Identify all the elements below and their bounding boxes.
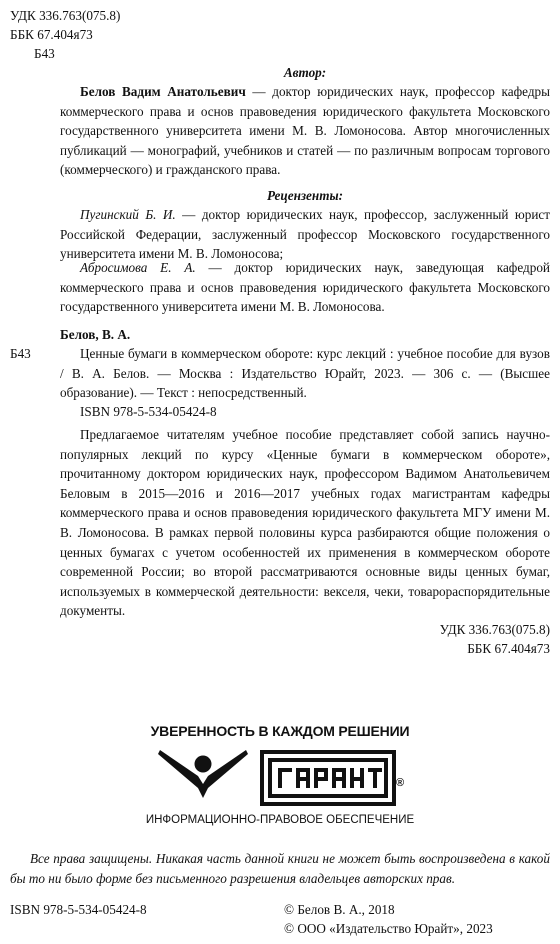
reviewer-2	[60, 258, 550, 317]
author-mark: Б43	[34, 46, 55, 61]
copyright-author: © Белов В. А., 2018	[284, 902, 395, 917]
author-bio	[60, 82, 550, 180]
udk-code: УДК 336.763(075.8)	[10, 8, 121, 23]
copyright-publisher: © ООО «Издательство Юрайт», 2023	[284, 921, 493, 936]
registered-mark: ®	[396, 777, 405, 789]
biblio-author: Белов, В. А.	[60, 327, 131, 342]
garant-logo-icon	[258, 748, 404, 808]
garant-slogan: УВЕРЕННОСТЬ В КАЖДОМ РЕШЕНИИ	[150, 723, 410, 739]
biblio-isbn: ISBN 978-5-534-05424-8	[80, 404, 217, 419]
biblio-mark: Б43	[10, 346, 31, 361]
reviewer-2-name: Абросимова Е. А.	[80, 260, 196, 275]
bbk-code: ББК 67.404я73	[10, 27, 93, 42]
rights-notice: Все права защищены. Никакая часть данной книги не может быть воспроизведена в какой бы то ни было форме без письменного разрешения владельцев авторских прав.	[10, 851, 550, 886]
author-heading: Автор:	[283, 65, 327, 80]
reviewer-1-name: Пугинский Б. И.	[80, 207, 176, 222]
reviewers-heading: Рецензенты:	[266, 188, 344, 203]
footer-isbn: ISBN 978-5-534-05424-8	[10, 902, 147, 917]
annotation: Предлагаемое читателям учебное пособие представляет собой запись научно-популярных лекций по курсу «Ценные бумаги в коммерческом обороте», прочитанному доктором юридических наук, профессором Вадимом Анатольевичем Беловым в 2015—2016 и 2016—2017 учебных годах магистрантам кафедры коммерческого права и основ правоведения юридического факультета МГУ имени М. В. Ломоносова. В рамках первой половины курса разбираются общие положения о ценных бумагах с учетом особенностей их применения в коммерческом обороте современной России; во второй рассматриваются основные виды ценных бумаг, используемых в коммерческой деятельности: векселя, чеки, товарораспорядительные документы.	[60, 427, 550, 619]
reviewer-2-text: — доктор юридических наук, заведующая кафедрой коммерческого права и основ правоведения юридического факультета Московского государственного университета имени М. В. Ломоносова.	[60, 260, 550, 315]
garant-emblem-icon	[158, 748, 248, 810]
udk-code-repeat: УДК 336.763(075.8)	[439, 622, 550, 637]
bbk-code-repeat: ББК 67.404я73	[467, 641, 550, 656]
author-bio-text: — доктор юридических наук, профессор кафедры коммерческого права и основ правоведения юридического факультета Московского государственного университета имени М. В. Ломоносова. Автор многочисленных публикаций — монографий, учебников и статей — по различным вопросам торгового (коммерческого) и гражданского права.	[60, 84, 550, 178]
reviewer-1-text: — доктор юридических наук, профессор, заслуженный юрист Российской Федерации, заслуженный профессор Московского государственного университета имени М. В. Ломоносова;	[60, 207, 551, 262]
biblio-description: Ценные бумаги в коммерческом обороте: курс лекций : учебное пособие для вузов / В. А. Белов. — Москва : Издательство Юрайт, 2023. — 306 с. — (Высшее образование). — Текст : непосредственный.	[60, 346, 550, 401]
author-name: Белов Вадим Анатольевич	[80, 84, 246, 99]
garant-tagline: ИНФОРМАЦИОННО-ПРАВОВОЕ ОБЕСПЕЧЕНИЕ	[145, 814, 415, 826]
reviewer-1	[60, 205, 550, 264]
